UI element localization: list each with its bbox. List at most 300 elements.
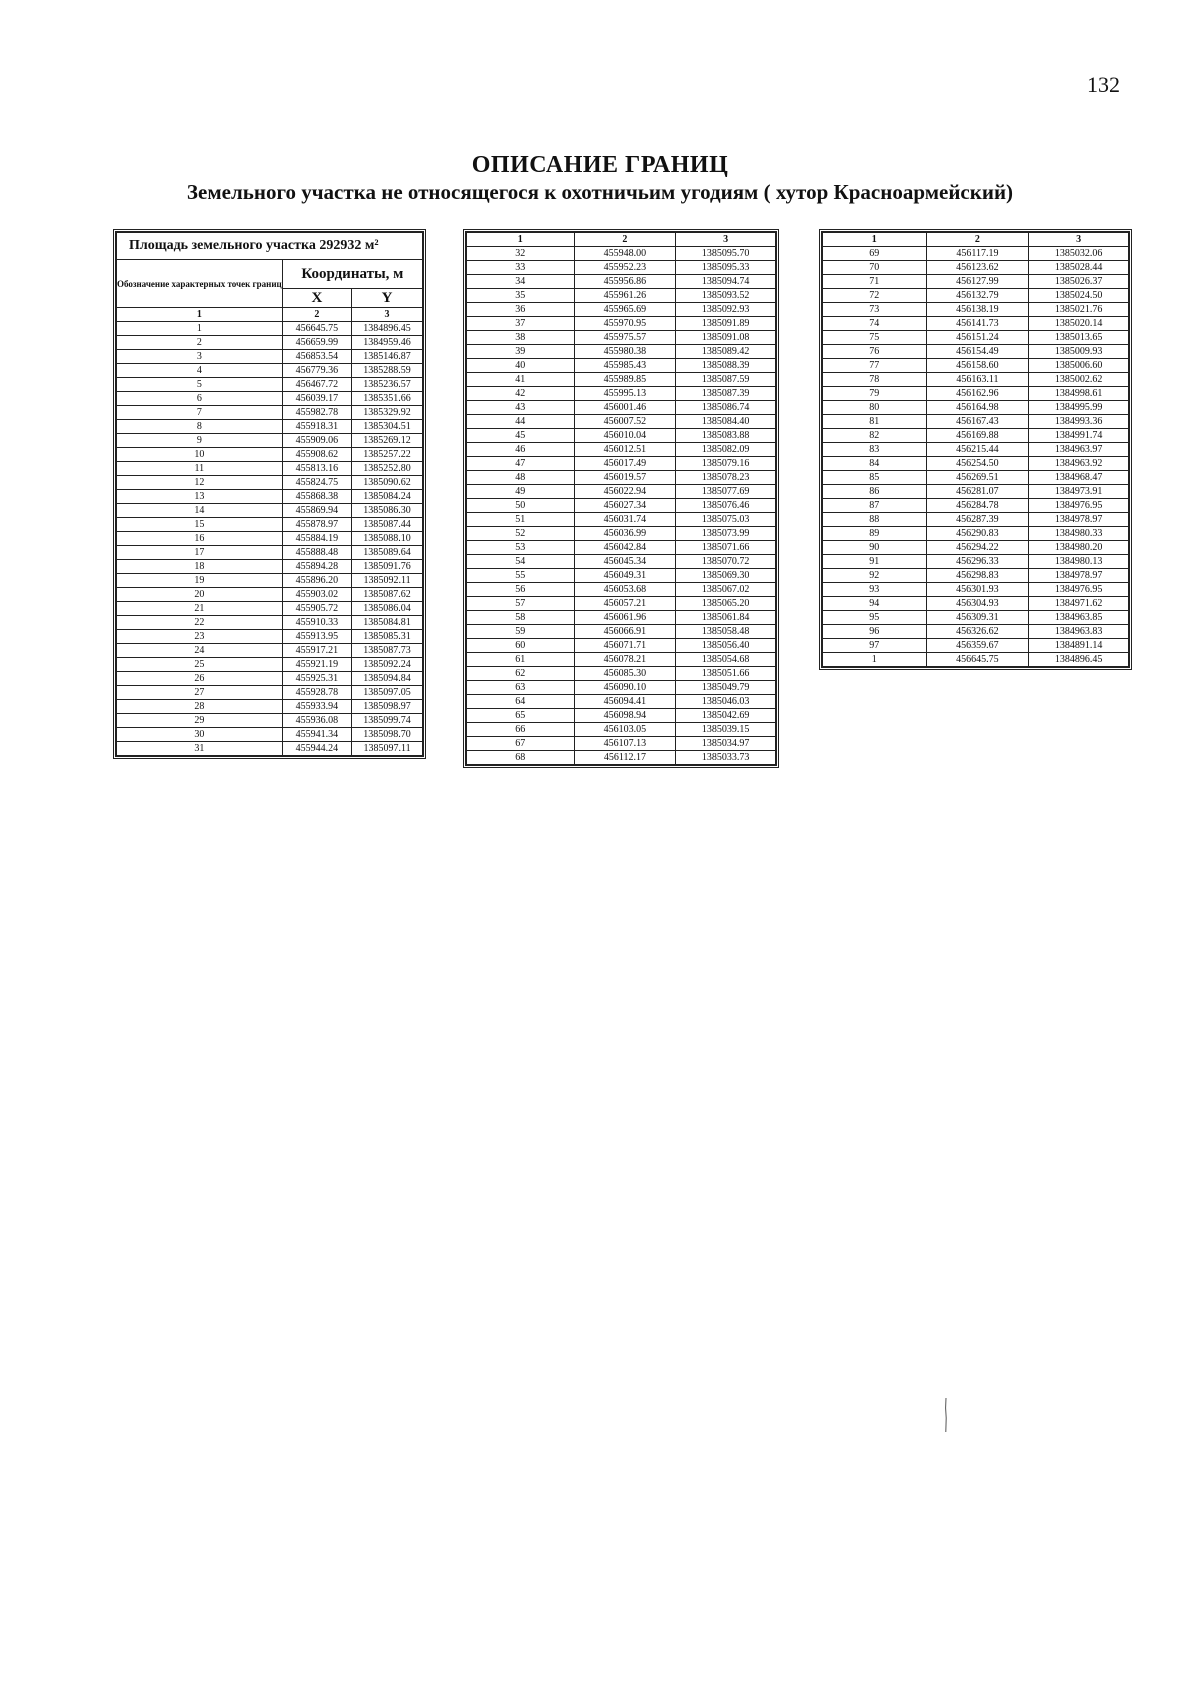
table-row xyxy=(467,695,776,709)
x-coordinate: 455936.08 xyxy=(282,714,351,728)
y-coordinate: 1385089.42 xyxy=(676,345,776,359)
table-row xyxy=(117,350,423,364)
column-number: 2 xyxy=(926,233,1029,247)
x-coordinate: 456287.39 xyxy=(926,513,1029,527)
point-number: 30 xyxy=(117,728,283,742)
table-row xyxy=(117,364,423,378)
table-row xyxy=(823,471,1129,485)
y-coordinate: 1385092.24 xyxy=(352,658,423,672)
column-number: 1 xyxy=(823,233,927,247)
page-number: 132 xyxy=(1087,72,1120,97)
column-number: 3 xyxy=(1029,233,1129,247)
y-coordinate: 1384978.97 xyxy=(1029,569,1129,583)
y-coordinate: 1384976.95 xyxy=(1029,499,1129,513)
x-coordinate: 456027.34 xyxy=(574,499,676,513)
point-number: 43 xyxy=(467,401,575,415)
point-number: 80 xyxy=(823,401,927,415)
point-number: 22 xyxy=(117,616,283,630)
x-coordinate: 455869.94 xyxy=(282,504,351,518)
y-coordinate: 1385042.69 xyxy=(676,709,776,723)
x-coordinate: 456085.30 xyxy=(574,667,676,681)
y-coordinate: 1385032.06 xyxy=(1029,247,1129,261)
point-number: 63 xyxy=(467,681,575,695)
table-row xyxy=(467,499,776,513)
table-row xyxy=(467,289,776,303)
y-coordinate: 1385086.74 xyxy=(676,401,776,415)
table-row xyxy=(823,247,1129,261)
y-coordinate: 1385087.59 xyxy=(676,373,776,387)
table-row xyxy=(117,700,423,714)
point-number: 23 xyxy=(117,630,283,644)
x-coordinate: 456158.60 xyxy=(926,359,1029,373)
table-row xyxy=(467,373,776,387)
y-coordinate: 1385006.60 xyxy=(1029,359,1129,373)
x-coordinate: 455928.78 xyxy=(282,686,351,700)
table-row xyxy=(467,667,776,681)
point-number: 65 xyxy=(467,709,575,723)
y-coordinate: 1384998.61 xyxy=(1029,387,1129,401)
y-coordinate: 1385087.62 xyxy=(352,588,423,602)
point-number: 67 xyxy=(467,737,575,751)
y-coordinate: 1385095.70 xyxy=(676,247,776,261)
point-number: 31 xyxy=(117,742,283,756)
x-coordinate: 455995.13 xyxy=(574,387,676,401)
table-row xyxy=(823,639,1129,653)
table-row xyxy=(467,639,776,653)
y-coordinate: 1385094.84 xyxy=(352,672,423,686)
table-row xyxy=(117,406,423,420)
y-coordinate: 1385092.11 xyxy=(352,574,423,588)
table-row xyxy=(117,686,423,700)
column-number: 2 xyxy=(574,233,676,247)
y-coordinate: 1385046.03 xyxy=(676,695,776,709)
y-coordinate: 1385087.73 xyxy=(352,644,423,658)
y-coordinate: 1385084.24 xyxy=(352,490,423,504)
x-coordinate: 456298.83 xyxy=(926,569,1029,583)
x-coordinate: 455980.38 xyxy=(574,345,676,359)
y-coordinate: 1385054.68 xyxy=(676,653,776,667)
x-coordinate: 456071.71 xyxy=(574,639,676,653)
point-number: 6 xyxy=(117,392,283,406)
point-number: 12 xyxy=(117,476,283,490)
y-coordinate: 1385236.57 xyxy=(352,378,423,392)
point-number: 49 xyxy=(467,485,575,499)
table-row xyxy=(467,429,776,443)
x-coordinate: 455941.34 xyxy=(282,728,351,742)
x-coordinate: 456078.21 xyxy=(574,653,676,667)
x-coordinate: 455903.02 xyxy=(282,588,351,602)
y-coordinate: 1385039.15 xyxy=(676,723,776,737)
point-number: 94 xyxy=(823,597,927,611)
y-coordinate: 1385087.44 xyxy=(352,518,423,532)
table-row xyxy=(823,583,1129,597)
table-row xyxy=(117,714,423,728)
point-number: 19 xyxy=(117,574,283,588)
x-coordinate: 456326.62 xyxy=(926,625,1029,639)
y-coordinate: 1385089.64 xyxy=(352,546,423,560)
y-coordinate: 1384980.13 xyxy=(1029,555,1129,569)
point-number: 5 xyxy=(117,378,283,392)
point-number: 3 xyxy=(117,350,283,364)
point-number: 16 xyxy=(117,532,283,546)
table-row xyxy=(117,742,423,756)
x-coordinate: 456467.72 xyxy=(282,378,351,392)
table-row xyxy=(467,401,776,415)
point-number: 27 xyxy=(117,686,283,700)
table-row xyxy=(823,317,1129,331)
x-coordinate: 456294.22 xyxy=(926,541,1029,555)
point-number: 71 xyxy=(823,275,927,289)
point-number: 44 xyxy=(467,415,575,429)
x-coordinate: 456039.17 xyxy=(282,392,351,406)
y-coordinate: 1384980.20 xyxy=(1029,541,1129,555)
y-coordinate: 1385073.99 xyxy=(676,527,776,541)
y-coordinate: 1385065.20 xyxy=(676,597,776,611)
x-coordinate: 455944.24 xyxy=(282,742,351,756)
y-coordinate: 1385091.08 xyxy=(676,331,776,345)
y-header: Y xyxy=(352,289,423,308)
x-coordinate: 456007.52 xyxy=(574,415,676,429)
table-row xyxy=(823,345,1129,359)
table-row xyxy=(467,485,776,499)
x-coordinate: 455910.33 xyxy=(282,616,351,630)
point-number: 20 xyxy=(117,588,283,602)
y-coordinate: 1384976.95 xyxy=(1029,583,1129,597)
table-row xyxy=(467,331,776,345)
x-coordinate: 456042.84 xyxy=(574,541,676,555)
point-number: 93 xyxy=(823,583,927,597)
y-coordinate: 1385099.74 xyxy=(352,714,423,728)
point-number: 24 xyxy=(117,644,283,658)
table-row xyxy=(823,387,1129,401)
table-row xyxy=(823,541,1129,555)
point-number: 40 xyxy=(467,359,575,373)
y-coordinate: 1385083.88 xyxy=(676,429,776,443)
table-row xyxy=(823,513,1129,527)
y-coordinate: 1385024.50 xyxy=(1029,289,1129,303)
table-row xyxy=(823,653,1129,667)
y-coordinate: 1385085.31 xyxy=(352,630,423,644)
x-coordinate: 456127.99 xyxy=(926,275,1029,289)
x-coordinate: 456022.94 xyxy=(574,485,676,499)
table-row xyxy=(467,597,776,611)
table-row xyxy=(467,583,776,597)
table-row xyxy=(117,560,423,574)
table-row xyxy=(117,658,423,672)
y-coordinate: 1385098.97 xyxy=(352,700,423,714)
point-number: 66 xyxy=(467,723,575,737)
x-coordinate: 456164.98 xyxy=(926,401,1029,415)
y-coordinate: 1384896.45 xyxy=(1029,653,1129,667)
table-row xyxy=(467,737,776,751)
x-coordinate: 455925.31 xyxy=(282,672,351,686)
table-row xyxy=(117,602,423,616)
point-number: 26 xyxy=(117,672,283,686)
y-coordinate: 1385084.40 xyxy=(676,415,776,429)
column-number-row xyxy=(467,233,776,247)
table-row xyxy=(823,331,1129,345)
point-number: 81 xyxy=(823,415,927,429)
point-number: 47 xyxy=(467,457,575,471)
point-number: 41 xyxy=(467,373,575,387)
point-number: 83 xyxy=(823,443,927,457)
coordinates-table-1 xyxy=(116,232,423,756)
point-number: 60 xyxy=(467,639,575,653)
x-coordinate: 456036.99 xyxy=(574,527,676,541)
y-coordinate: 1385086.04 xyxy=(352,602,423,616)
table-row xyxy=(117,476,423,490)
x-coordinate: 455952.23 xyxy=(574,261,676,275)
table-row xyxy=(117,420,423,434)
point-number: 21 xyxy=(117,602,283,616)
x-coordinate: 456123.62 xyxy=(926,261,1029,275)
y-coordinate: 1385098.70 xyxy=(352,728,423,742)
x-coordinate: 455868.38 xyxy=(282,490,351,504)
point-number: 39 xyxy=(467,345,575,359)
x-coordinate: 455985.43 xyxy=(574,359,676,373)
y-coordinate: 1385056.40 xyxy=(676,639,776,653)
x-coordinate: 455884.19 xyxy=(282,532,351,546)
point-number: 96 xyxy=(823,625,927,639)
point-number: 95 xyxy=(823,611,927,625)
column-number-row xyxy=(117,308,423,322)
table-row xyxy=(117,644,423,658)
point-number: 54 xyxy=(467,555,575,569)
y-coordinate: 1385092.93 xyxy=(676,303,776,317)
point-number: 68 xyxy=(467,751,575,765)
table-row xyxy=(823,555,1129,569)
y-coordinate: 1384963.85 xyxy=(1029,611,1129,625)
y-coordinate: 1385288.59 xyxy=(352,364,423,378)
y-coordinate: 1385091.76 xyxy=(352,560,423,574)
y-coordinate: 1385026.37 xyxy=(1029,275,1129,289)
table-row xyxy=(823,401,1129,415)
x-coordinate: 456151.24 xyxy=(926,331,1029,345)
point-number: 15 xyxy=(117,518,283,532)
table-row xyxy=(117,392,423,406)
x-coordinate: 456779.36 xyxy=(282,364,351,378)
y-coordinate: 1385075.03 xyxy=(676,513,776,527)
x-coordinate: 456290.83 xyxy=(926,527,1029,541)
table-row xyxy=(467,723,776,737)
point-number: 38 xyxy=(467,331,575,345)
y-coordinate: 1385071.66 xyxy=(676,541,776,555)
x-coordinate: 456103.05 xyxy=(574,723,676,737)
x-coordinate: 456162.96 xyxy=(926,387,1029,401)
table-row xyxy=(467,611,776,625)
y-coordinate: 1384971.62 xyxy=(1029,597,1129,611)
x-coordinate: 456163.11 xyxy=(926,373,1029,387)
x-coordinate: 456853.54 xyxy=(282,350,351,364)
point-number: 64 xyxy=(467,695,575,709)
x-coordinate: 456090.10 xyxy=(574,681,676,695)
point-number: 17 xyxy=(117,546,283,560)
point-number: 48 xyxy=(467,471,575,485)
y-coordinate: 1384993.36 xyxy=(1029,415,1129,429)
point-number: 70 xyxy=(823,261,927,275)
x-coordinate: 456645.75 xyxy=(926,653,1029,667)
table-row xyxy=(467,415,776,429)
y-coordinate: 1385069.30 xyxy=(676,569,776,583)
table-row xyxy=(467,751,776,765)
table-row xyxy=(117,672,423,686)
table-row xyxy=(823,415,1129,429)
table-row xyxy=(467,569,776,583)
x-coordinate: 456094.41 xyxy=(574,695,676,709)
column-number: 1 xyxy=(117,308,283,322)
y-coordinate: 1385093.52 xyxy=(676,289,776,303)
table-row xyxy=(117,728,423,742)
point-number: 62 xyxy=(467,667,575,681)
x-coordinate: 455921.19 xyxy=(282,658,351,672)
x-coordinate: 456053.68 xyxy=(574,583,676,597)
y-coordinate: 1385021.76 xyxy=(1029,303,1129,317)
point-number: 37 xyxy=(467,317,575,331)
table-row xyxy=(823,359,1129,373)
y-coordinate: 1385067.02 xyxy=(676,583,776,597)
page-subtitle: Земельного участка не относящегося к охотничьим угодиям ( хутор Красноармейский) xyxy=(186,180,1014,204)
y-coordinate: 1385070.72 xyxy=(676,555,776,569)
point-number: 45 xyxy=(467,429,575,443)
table-row xyxy=(117,322,423,336)
table-row xyxy=(823,303,1129,317)
x-coordinate: 455909.06 xyxy=(282,434,351,448)
y-coordinate: 1385351.66 xyxy=(352,392,423,406)
y-coordinate: 1385082.09 xyxy=(676,443,776,457)
table-row xyxy=(467,513,776,527)
x-coordinate: 455878.97 xyxy=(282,518,351,532)
point-number: 42 xyxy=(467,387,575,401)
table-row xyxy=(117,504,423,518)
point-number: 2 xyxy=(117,336,283,350)
table-row xyxy=(467,681,776,695)
table-row xyxy=(467,303,776,317)
x-coordinate: 456132.79 xyxy=(926,289,1029,303)
point-number: 11 xyxy=(117,462,283,476)
point-number: 74 xyxy=(823,317,927,331)
point-number: 36 xyxy=(467,303,575,317)
y-coordinate: 1385095.33 xyxy=(676,261,776,275)
y-coordinate: 1384896.45 xyxy=(352,322,423,336)
x-coordinate: 456138.19 xyxy=(926,303,1029,317)
point-number: 51 xyxy=(467,513,575,527)
point-number: 57 xyxy=(467,597,575,611)
x-coordinate: 456001.46 xyxy=(574,401,676,415)
x-coordinate: 455888.48 xyxy=(282,546,351,560)
column-number: 3 xyxy=(676,233,776,247)
point-number: 13 xyxy=(117,490,283,504)
table-3-body xyxy=(823,233,1129,667)
table-row xyxy=(823,373,1129,387)
point-number: 53 xyxy=(467,541,575,555)
x-coordinate: 456012.51 xyxy=(574,443,676,457)
y-coordinate: 1385252.80 xyxy=(352,462,423,476)
y-coordinate: 1385020.14 xyxy=(1029,317,1129,331)
x-header: X xyxy=(282,289,351,308)
y-coordinate: 1385077.69 xyxy=(676,485,776,499)
point-number: 69 xyxy=(823,247,927,261)
table-row xyxy=(823,597,1129,611)
point-number: 92 xyxy=(823,569,927,583)
table-row xyxy=(823,485,1129,499)
y-coordinate: 1385013.65 xyxy=(1029,331,1129,345)
table-row xyxy=(117,434,423,448)
point-number: 85 xyxy=(823,471,927,485)
table-row xyxy=(823,499,1129,513)
y-coordinate: 1385097.11 xyxy=(352,742,423,756)
table-row xyxy=(823,457,1129,471)
table-row xyxy=(823,569,1129,583)
y-coordinate: 1384980.33 xyxy=(1029,527,1129,541)
point-number: 72 xyxy=(823,289,927,303)
x-coordinate: 455913.95 xyxy=(282,630,351,644)
x-coordinate: 455982.78 xyxy=(282,406,351,420)
table-row xyxy=(467,527,776,541)
x-coordinate: 456031.74 xyxy=(574,513,676,527)
table-row xyxy=(467,457,776,471)
y-coordinate: 1385058.48 xyxy=(676,625,776,639)
point-number: 84 xyxy=(823,457,927,471)
point-number: 8 xyxy=(117,420,283,434)
x-coordinate: 456107.13 xyxy=(574,737,676,751)
point-number: 87 xyxy=(823,499,927,513)
point-number: 59 xyxy=(467,625,575,639)
y-coordinate: 1384963.83 xyxy=(1029,625,1129,639)
table-row xyxy=(467,443,776,457)
x-coordinate: 456169.88 xyxy=(926,429,1029,443)
x-coordinate: 455824.75 xyxy=(282,476,351,490)
column-number: 3 xyxy=(352,308,423,322)
table-row xyxy=(117,546,423,560)
x-coordinate: 455905.72 xyxy=(282,602,351,616)
y-coordinate: 1384991.74 xyxy=(1029,429,1129,443)
y-coordinate: 1385086.30 xyxy=(352,504,423,518)
point-number: 29 xyxy=(117,714,283,728)
x-coordinate: 456301.93 xyxy=(926,583,1029,597)
table-row xyxy=(823,289,1129,303)
table-row xyxy=(467,625,776,639)
y-coordinate: 1385269.12 xyxy=(352,434,423,448)
point-number: 77 xyxy=(823,359,927,373)
x-coordinate: 456281.07 xyxy=(926,485,1029,499)
table-row xyxy=(467,275,776,289)
x-coordinate: 456167.43 xyxy=(926,415,1029,429)
table-row xyxy=(467,387,776,401)
point-number: 61 xyxy=(467,653,575,667)
x-coordinate: 455965.69 xyxy=(574,303,676,317)
table-row xyxy=(117,462,423,476)
x-coordinate: 456141.73 xyxy=(926,317,1029,331)
table-row xyxy=(467,345,776,359)
table-row xyxy=(467,541,776,555)
x-coordinate: 456066.91 xyxy=(574,625,676,639)
x-coordinate: 456112.17 xyxy=(574,751,676,765)
y-coordinate: 1385257.22 xyxy=(352,448,423,462)
x-coordinate: 456019.57 xyxy=(574,471,676,485)
point-number: 35 xyxy=(467,289,575,303)
coordinates-table-2 xyxy=(466,232,776,765)
table-row xyxy=(117,588,423,602)
y-coordinate: 1384995.99 xyxy=(1029,401,1129,415)
point-number: 79 xyxy=(823,387,927,401)
y-coordinate: 1385033.73 xyxy=(676,751,776,765)
x-coordinate: 455933.94 xyxy=(282,700,351,714)
point-number: 14 xyxy=(117,504,283,518)
y-coordinate: 1385088.10 xyxy=(352,532,423,546)
x-coordinate: 455917.21 xyxy=(282,644,351,658)
point-number: 91 xyxy=(823,555,927,569)
designation-header: Обозначение характерных точек границ xyxy=(117,260,283,308)
